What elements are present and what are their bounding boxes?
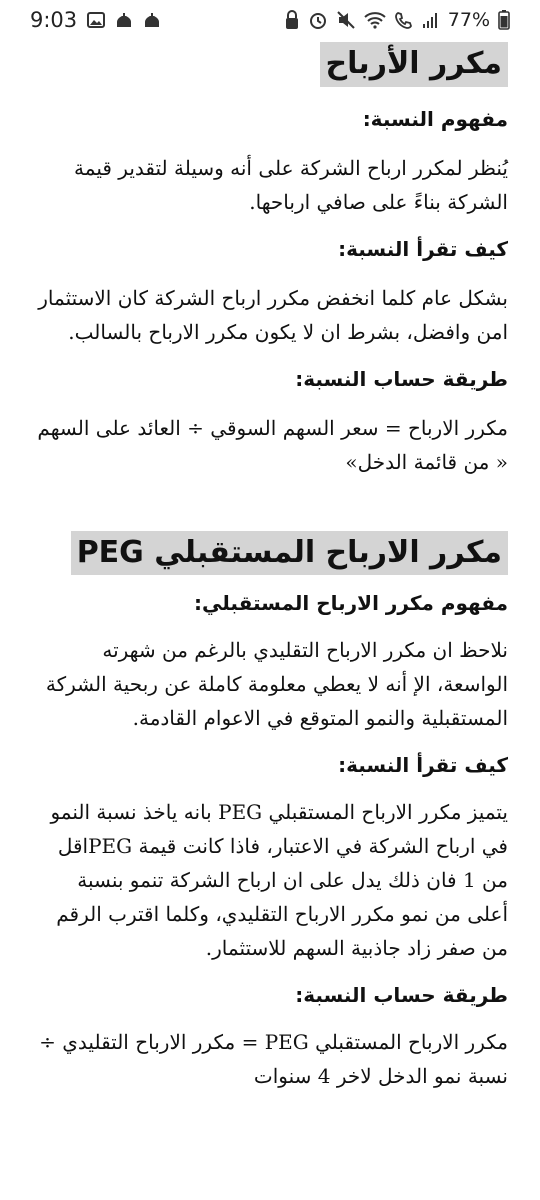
signal-icon [422, 11, 440, 29]
read-heading: كيف تقرأ النسبة: [338, 236, 508, 261]
mosque-icon [143, 12, 161, 28]
section-title: مكرر الأرباح [320, 42, 508, 87]
wifi-calling-icon [394, 10, 414, 30]
calc-heading: طريقة حساب النسبة: [295, 983, 508, 1007]
concept-text: نلاحظ ان مكرر الارباح التقليدي بالرغم من شهرته الواسعة، الإ أنه لا يعطي معلومة كاملة عن ربحية الشركة المستقبلية والنمو المتوقع في الاعوام القادمة. [45, 638, 508, 730]
concept-heading: مفهوم مكرر الارباح المستقبلي: [194, 591, 508, 615]
battery-icon [498, 10, 510, 30]
section-title: مكرر الارباح المستقبلي PEG [71, 531, 508, 576]
concept-text: يُنظر لمكرر ارباح الشركة على أنه وسيلة لتقدير قيمة الشركة بناءً على صافي ارباحها. [74, 155, 508, 214]
article-content [0, 40, 540, 1093]
read-text: يتميز مكرر الارباح المستقبلي PEG بانه ياخذ نسبة النمو في ارباح الشركة في الاعتبار، فاذا كانت قيمة PEGاقل من 1 فان ذلك يدل على ان ارباح الشركة تنمو بنسبة أعلى من نمو مكرر الارباح التقليدي، وكلما اقترب الرقم من صفر زاد جاذبية السهم للاستثمار. [50, 800, 508, 960]
mosque-icon [115, 12, 133, 28]
status-left [30, 8, 161, 32]
read-text: بشكل عام كلما انخفض مكرر ارباح الشركة كان الاستثمار امن وافضل، بشرط ان لا يكون مكرر الارباح بالسالب. [38, 285, 508, 344]
battery-percentage: 77% [447, 9, 490, 31]
mute-icon [336, 10, 356, 30]
lock-icon [284, 10, 300, 30]
read-heading: كيف تقرأ النسبة: [338, 753, 508, 777]
section-pe-ratio [32, 40, 508, 479]
gallery-icon [87, 11, 105, 29]
section-peg-ratio [32, 531, 508, 1094]
wifi-icon [364, 11, 386, 29]
clock: 9:03 [30, 8, 78, 32]
status-right [284, 9, 510, 31]
calc-text: مكرر الارباح = سعر السهم السوقي ÷ العائد على السهم « من قائمة الدخل» [37, 415, 508, 474]
concept-heading: مفهوم النسبة: [362, 106, 508, 131]
calc-text: مكرر الارباح المستقبلي PEG = مكرر الارباح التقليدي ÷ نسبة نمو الدخل لاخر 4 سنوات [39, 1030, 508, 1088]
alarm-icon [308, 10, 328, 30]
status-bar [0, 0, 540, 40]
calc-heading: طريقة حساب النسبة: [295, 366, 508, 391]
